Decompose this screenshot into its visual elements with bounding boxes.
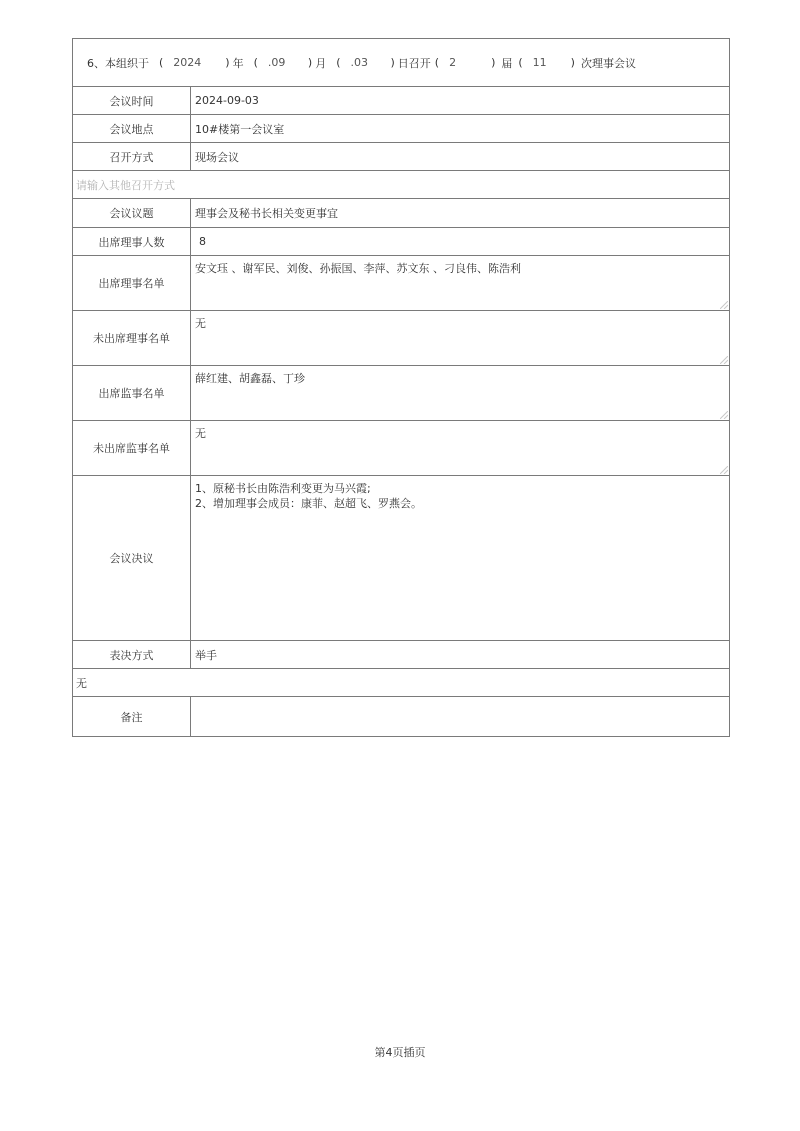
header-paren-open: (	[518, 56, 523, 69]
attending-supervisors-textarea[interactable]	[191, 366, 729, 420]
attending-directors-text: 安文珏 、谢军民、刘俊、孙振国、李萍、苏文东 、刁良伟、陈浩利	[195, 262, 521, 275]
meeting-time-row	[73, 87, 729, 115]
resize-handle-icon[interactable]	[720, 411, 728, 419]
meeting-day-field[interactable]: .03	[350, 56, 368, 69]
meeting-place-row	[73, 115, 729, 143]
header-paren-open: (	[434, 56, 440, 69]
other-mode-input[interactable]: 请输入其他召开方式	[76, 178, 175, 192]
header-paren-close: )	[307, 56, 313, 69]
remarks-row	[73, 697, 729, 736]
attending-supervisors-row	[73, 366, 729, 421]
meeting-record-form	[72, 38, 730, 737]
absent-directors-row	[73, 311, 729, 366]
session-number-field[interactable]: 11	[532, 56, 547, 69]
header-paren-close: )	[491, 56, 496, 69]
meeting-place-field[interactable]: 10#楼第一会议室	[195, 122, 285, 136]
absent-directors-label: 未出席理事名单	[73, 311, 191, 365]
header-paren-close: )	[390, 56, 395, 69]
meeting-mode-label: 召开方式	[73, 143, 191, 170]
resolution-line: 1、原秘书长由陈浩利变更为马兴霞;	[195, 482, 371, 495]
meeting-topic-field[interactable]: 理事会及秘书长相关变更事宜	[195, 207, 338, 220]
day-unit-label: 日召开	[397, 56, 431, 70]
absent-directors-text: 无	[195, 317, 206, 330]
voting-other-field[interactable]: 无	[76, 676, 87, 690]
voting-method-row	[73, 641, 729, 669]
meeting-topic-row	[73, 199, 729, 228]
resolution-textarea[interactable]	[191, 476, 729, 640]
year-unit-label: 年	[232, 56, 244, 70]
absent-supervisors-textarea[interactable]	[191, 421, 729, 475]
header-paren-open: (	[336, 56, 341, 69]
resolution-label: 会议决议	[73, 476, 191, 640]
voting-method-label: 表决方式	[73, 641, 191, 668]
attending-supervisors-label: 出席监事名单	[73, 366, 191, 420]
voting-other-row	[73, 669, 729, 697]
meeting-time-label: 会议时间	[73, 87, 191, 114]
meeting-mode-select[interactable]: 现场会议	[195, 150, 239, 164]
remarks-field[interactable]	[191, 697, 729, 736]
meeting-month-field[interactable]: .09	[267, 56, 286, 69]
attendee-count-row	[73, 228, 729, 256]
header-paren-close: )	[570, 56, 575, 69]
attending-supervisors-text: 薛红建、胡鑫磊、丁珍	[195, 372, 305, 385]
meeting-topic-label: 会议议题	[73, 199, 191, 227]
attending-directors-label: 出席理事名单	[73, 256, 191, 310]
meeting-header-row	[73, 39, 729, 87]
month-unit-label: 月	[315, 56, 327, 70]
header-paren-close: )	[225, 56, 230, 69]
remarks-label: 备注	[73, 697, 191, 736]
header-paren-open: (	[253, 56, 258, 69]
meeting-place-label: 会议地点	[73, 115, 191, 142]
absent-supervisors-row	[73, 421, 729, 476]
attending-directors-row	[73, 256, 729, 311]
meeting-mode-row	[73, 143, 729, 171]
voting-method-select[interactable]: 举手	[195, 648, 217, 662]
resize-handle-icon[interactable]	[720, 466, 728, 474]
header-prefix: 6、本组织于	[87, 56, 149, 70]
term-number-field[interactable]: 2	[449, 56, 457, 69]
attendee-count-field[interactable]: 8	[199, 235, 206, 248]
session-unit-label: 次理事会议	[580, 56, 636, 70]
resize-handle-icon[interactable]	[720, 301, 728, 309]
absent-supervisors-label: 未出席监事名单	[73, 421, 191, 475]
attendee-count-label: 出席理事人数	[73, 228, 191, 255]
resolution-row	[73, 476, 729, 641]
attending-directors-textarea[interactable]	[191, 256, 729, 310]
term-unit-label: 届	[501, 56, 513, 70]
page-footer-note: 第4页插页	[374, 1046, 426, 1059]
resolution-line: 2、增加理事会成员：康菲、赵超飞、罗燕会。	[195, 497, 422, 510]
meeting-time-field[interactable]: 2024-09-03	[195, 94, 259, 107]
header-paren-open: (	[159, 56, 164, 69]
absent-directors-textarea[interactable]	[191, 311, 729, 365]
absent-supervisors-text: 无	[195, 427, 206, 440]
other-mode-row	[73, 171, 729, 199]
meeting-year-field[interactable]: 2024	[173, 56, 202, 69]
resize-handle-icon[interactable]	[720, 356, 728, 364]
